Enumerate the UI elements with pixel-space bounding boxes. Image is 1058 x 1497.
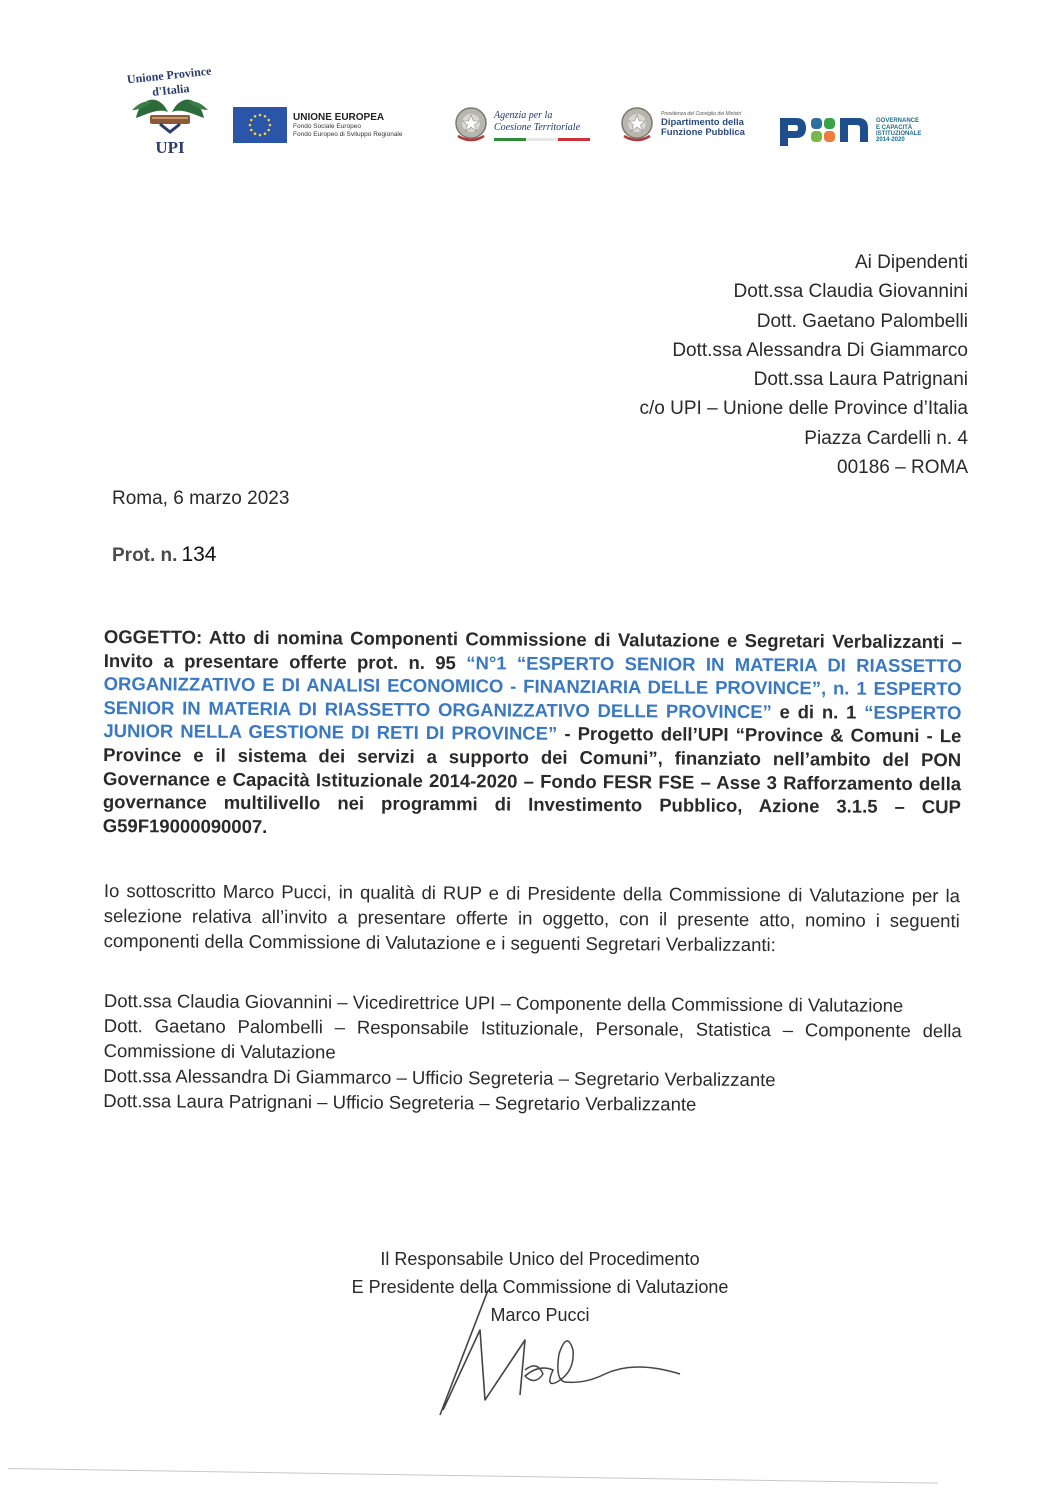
protocol-number xyxy=(112,543,217,567)
subject-paragraph xyxy=(103,625,962,843)
pon-line: GOVERNANCE xyxy=(876,118,920,125)
handwritten-signature-icon xyxy=(425,1290,695,1420)
subject-text: e di n. 1 xyxy=(771,700,865,723)
subject-label: OGGETTO: xyxy=(103,626,203,648)
subject-highlight: “ESPERTO JUNIOR NELLA GESTIONE DI RETI DI PROVINCE” xyxy=(103,701,962,745)
scan-edge-line xyxy=(8,1468,938,1484)
recipient-line: Dott.ssa Claudia Giovannini xyxy=(733,281,968,303)
protocol-label: Prot. n. xyxy=(112,545,178,566)
member-list xyxy=(103,988,962,1118)
eu-flag-icon xyxy=(233,107,287,143)
signature-title: E Presidente della Commissione di Valutazione xyxy=(351,1277,729,1297)
signature-name: Marco Pucci xyxy=(490,1305,590,1325)
recipient-line: Piazza Cardelli n. 4 xyxy=(804,427,968,449)
eu-fund-line: Fondo Europeo di Sviluppo Regionale xyxy=(293,130,403,138)
subject-text: Atto di nomina Componenti Commissione di Valutazione e Segretari Verbalizzanti – Invito a presentare offerte prot. n. 95 xyxy=(103,626,962,673)
body-paragraph: Io sottoscritto Marco Pucci, in qualità di RUP e di Presidente della Commissione di Valutazione per la selezione relativa all’invito a presentare offerte in oggetto, con il presente atto, nomino i seguenti componenti della Commissione di Valutazione e i seguenti Segretari Verbalizzanti: xyxy=(103,879,960,956)
dfp-line: Funzione Pubblica xyxy=(661,126,745,138)
protocol-value: 134 xyxy=(181,543,217,566)
funzione-pubblica-logo xyxy=(618,104,745,146)
pon-line: E CAPACITÀ xyxy=(876,124,913,131)
pon-logo xyxy=(778,114,921,148)
member-item: Dott.ssa Claudia Giovannini – Vicedirettrice UPI – Componente della Commissione di Valutazione xyxy=(103,989,904,1016)
header-logos xyxy=(0,0,1058,180)
pon-line: 2014-2020 xyxy=(876,137,905,144)
recipient-line: Ai Dipendenti xyxy=(854,252,968,273)
dfp-small-line: Presidenza del Consiglio dei Ministri xyxy=(661,111,742,118)
member-item: Dott. Gaetano Palombelli – Responsabile Istituzionale, Personale, Statistica – Componente della Commissione di Valutazione xyxy=(103,1014,962,1063)
recipient-line: Dott.ssa Alessandra Di Giammarco xyxy=(672,339,968,361)
subject-text: - Progetto dell’UPI “Province & Comuni - Le Province e il sistema dei servizi a supporto dei Comuni”, finanziato nell’ambito del PON Governance e Capacità Istituzionale 2014-2020 – Fondo FESR FSE – Asse 3 Rafforzamento della governance multilivello nei programmi di Investimento Pubblico, Azione 3.1.5 – CUP G59F19000090007. xyxy=(102,723,962,837)
italian-emblem-icon xyxy=(618,104,656,146)
pon-wordmark-icon xyxy=(778,114,870,148)
recipient-block xyxy=(640,248,968,482)
eu-fund-line: Fondo Sociale Europeo xyxy=(293,123,361,131)
eu-title: UNIONE EUROPEA xyxy=(293,112,385,124)
agency-line: Coesione Territoriale xyxy=(494,122,581,133)
signature-title: Il Responsabile Unico del Procedimento xyxy=(380,1249,700,1269)
recipient-line: Dott.ssa Laura Patrignani xyxy=(753,369,968,391)
member-item: Dott.ssa Laura Patrignani – Ufficio Segreteria – Segretario Verbalizzante xyxy=(103,1089,697,1115)
laurel-crown-icon xyxy=(130,88,210,134)
agenzia-coesione-logo xyxy=(452,104,590,146)
document-date: Roma, 6 marzo 2023 xyxy=(112,488,290,509)
upi-logo xyxy=(110,63,230,168)
subject-highlight: “N°1 “ESPERTO SENIOR IN MATERIA DI RIASSETTO ORGANIZZATIVO E DI ANALISI ECONOMICO - FINANZIARIA DELLE PROVINCE”, n. 1 ESPERTO SENIOR IN MATERIA DI RIASSETTO ORGANIZZATIVO DELLE PROVINCE” xyxy=(103,651,962,722)
recipient-line: 00186 – ROMA xyxy=(837,457,968,479)
tricolor-bar xyxy=(494,138,590,141)
upi-name: UPI xyxy=(155,138,185,157)
recipient-line: Dott. Gaetano Palombelli xyxy=(756,310,968,332)
pon-line: ISTITUZIONALE xyxy=(876,131,922,137)
agency-line: Agenzia per la xyxy=(494,109,553,121)
italian-emblem-icon xyxy=(452,104,490,146)
dfp-line: Dipartimento della xyxy=(661,116,744,128)
recipient-line: c/o UPI – Unione delle Province d’Italia xyxy=(639,398,968,420)
upi-arc-text: Unione Province d'Italia xyxy=(126,63,213,99)
eu-logo xyxy=(233,107,403,143)
member-item: Dott.ssa Alessandra Di Giammarco – Ufficio Segreteria – Segretario Verbalizzante xyxy=(103,1064,776,1091)
